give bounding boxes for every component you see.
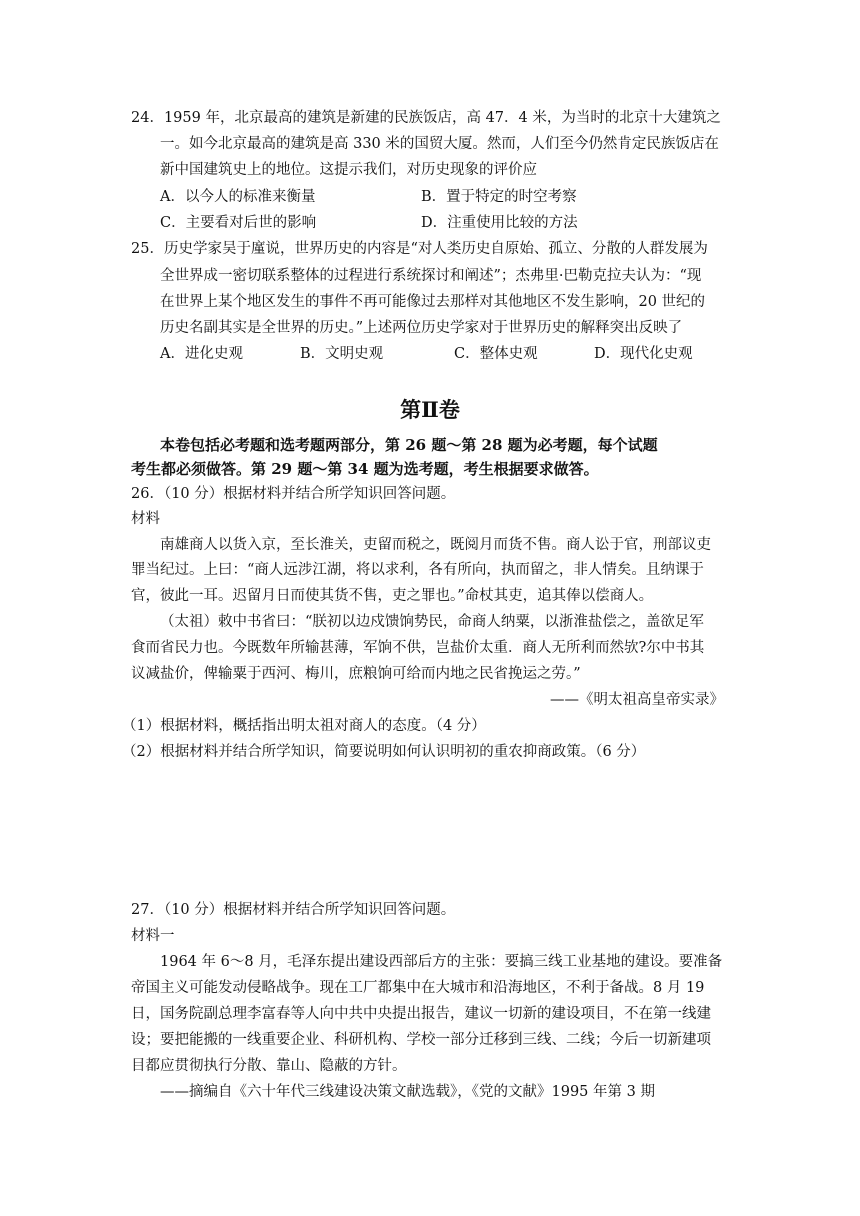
part2-title: 第Ⅱ卷 xyxy=(400,397,460,422)
q27-para-line-4: 设；要把能搬的一线重要企业、科研机构、学校一部分迁移到三线、二线；今后一切新建项 xyxy=(131,1032,711,1048)
q25-line-4: 历史名副其实是全世界的历史。”上述两位历史学家对于世界历史的解释突出反映了 xyxy=(160,320,683,336)
q24-option-d: D．注重使用比较的方法 xyxy=(421,215,578,231)
part2-intro-line-2: 考生都必须做答。第 29 题～第 34 题为选考题，考生根据要求做答。 xyxy=(131,460,599,478)
q27-para-line-2: 帝国主义可能发动侵略战争。现在工厂都集中在大城市和沿海地区，不利于备战。8 月 19 xyxy=(131,980,705,996)
q26-header: 26．（10 分）根据材料并结合所学知识回答问题。 xyxy=(131,486,456,502)
q26-para1-line-3: 官，彼此一耳。迟留月日而使其货不售，吏之罪也。”命杖其吏，追其俸以偿商人。 xyxy=(131,588,654,604)
q25-line-3: 在世界上某个地区发生的事件不再可能像过去那样对其他地区不发生影响，20 世纪的 xyxy=(160,294,706,310)
q24-option-a: A．以今人的标准来衡量 xyxy=(160,189,316,205)
q26-para2-line-3: 议减盐价，俾输粟于西河、梅川，庶粮饷可给而内地之民省挽运之劳。” xyxy=(131,666,581,682)
q27-source: ——摘编自《六十年代三线建设决策文献选载》，《党的文献》1995 年第 3 期 xyxy=(160,1084,655,1100)
q25-option-a: A．进化史观 xyxy=(160,346,243,362)
q24-line-2: 一。如今北京最高的建筑是高 330 米的国贸大厦。然而，人们至今仍然肯定民族饭店在 xyxy=(160,136,719,152)
q26-material-label: 材料 xyxy=(131,511,160,527)
q26-para1-line-1: 南雄商人以货入京，至长淮关，吏留而税之，既阅月而货不售。商人讼于官，刑部议吏 xyxy=(160,537,711,553)
q25-line-1: 25．历史学家吴于廑说，世界历史的内容是“对人类历史自原始、孤立、分散的人群发展为 xyxy=(131,241,708,257)
q27-header: 27．（10 分）根据材料并结合所学知识回答问题。 xyxy=(131,902,456,918)
q27-material-label: 材料一 xyxy=(131,928,175,944)
q25-option-d: D．现代化史观 xyxy=(594,346,693,362)
q26-subquestion-2: （2）根据材料并结合所学知识，简要说明如何认识明初的重农抑商政策。（6 分） xyxy=(122,744,646,760)
q24-line-3: 新中国建筑史上的地位。这提示我们，对历史现象的评价应 xyxy=(160,162,537,178)
q24-option-b: B．置于特定的时空考察 xyxy=(421,189,577,205)
q27-para-line-3: 日，国务院副总理李富春等人向中共中央提出报告，建议一切新的建设项目，不在第一线建 xyxy=(131,1006,711,1022)
q26-para2-line-2: 食而省民力也。今既数年所输甚薄，军饷不供，岂盐价太重．商人无所利而然欤?尔中书其 xyxy=(131,640,705,656)
q26-para1-line-2: 罪当纪过。上曰：“商人远涉江湖，将以求利，各有所向，执而留之，非人情矣。且纳课于 xyxy=(131,562,704,578)
q25-option-c: C．整体史观 xyxy=(454,346,538,362)
q26-source: ——《明太祖高皇帝实录》 xyxy=(550,692,724,708)
q25-option-b: B．文明史观 xyxy=(300,346,384,362)
q26-subquestion-1: （1）根据材料，概括指出明太祖对商人的态度。（4 分） xyxy=(122,718,486,734)
part2-intro-line-1: 本卷包括必考题和选考题两部分，第 26 题～第 28 题为必考题，每个试题 xyxy=(160,436,658,454)
q25-line-2: 全世界成一密切联系整体的过程进行系统探讨和阐述”；杰弗里·巴勒克拉夫认为：“现 xyxy=(160,268,702,284)
q27-para-line-5: 目都应贯彻执行分散、靠山、隐蔽的方针。 xyxy=(131,1058,407,1074)
q26-para2-line-1: （太祖）敕中书省曰：“朕初以边戍馈饷势民，命商人纳粟，以浙淮盐偿之，盖欲足军 xyxy=(160,614,704,630)
q24-line-1: 24．1959 年，北京最高的建筑是新建的民族饭店，高 47．4 米，为当时的北京十大建筑之 xyxy=(131,110,721,126)
q24-option-c: C．主要看对后世的影响 xyxy=(160,215,317,231)
q27-para-line-1: 1964 年 6～8 月，毛泽东提出建设西部后方的主张：要搞三线工业基地的建设。要准备 xyxy=(160,954,723,970)
